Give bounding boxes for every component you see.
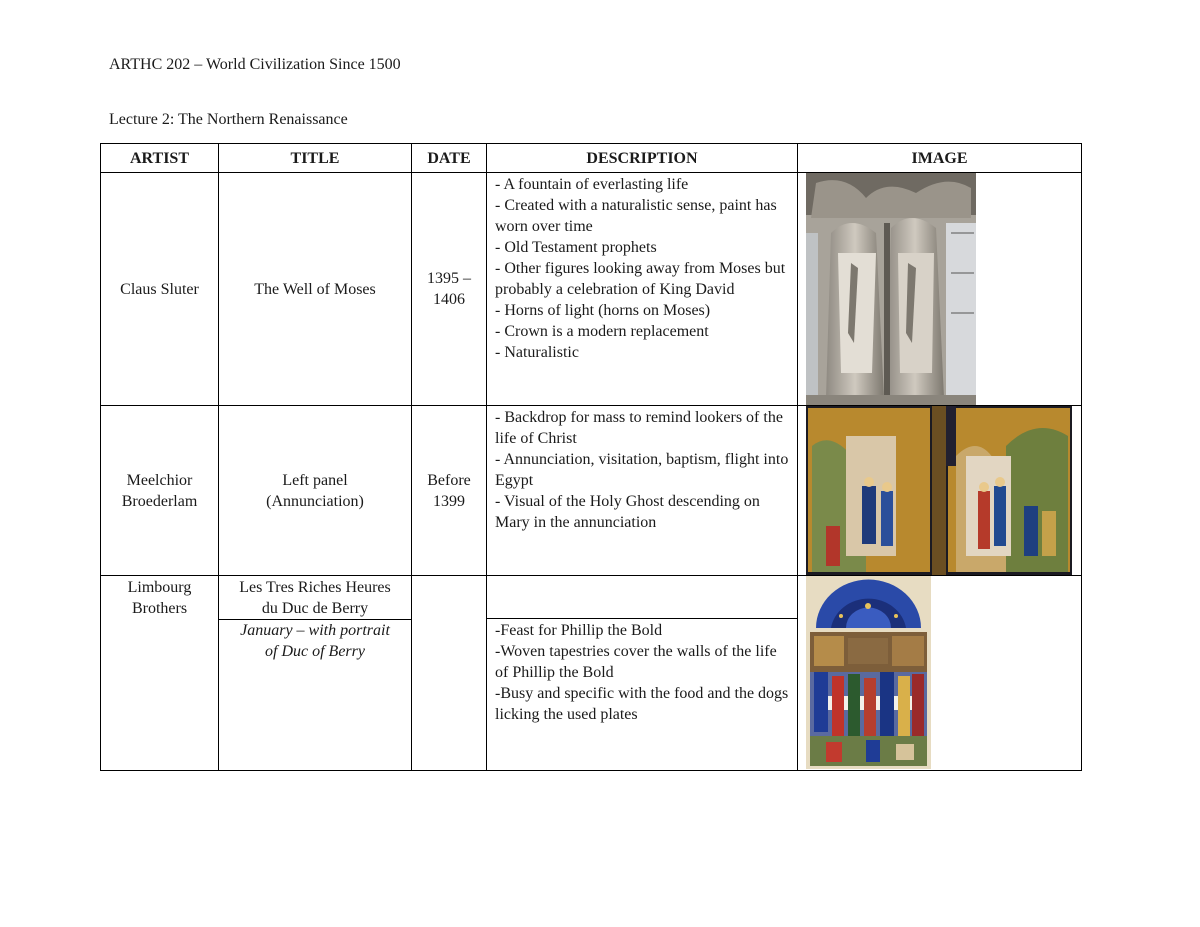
- table-row: [101, 406, 1082, 576]
- image-cell: [798, 576, 1082, 771]
- description-item: - Annunciation, visitation, baptism, flight into Egypt: [495, 451, 789, 489]
- description-item: - Horns of light (horns on Moses): [495, 302, 711, 319]
- column-header-date: DATE: [412, 144, 487, 173]
- description-item: - Created with a naturalistic sense, paint has worn over time: [495, 197, 777, 235]
- description-item: -Woven tapestries cover the walls of the life of Phillip the Bold: [495, 642, 777, 681]
- description-item: -Feast for Phillip the Bold: [495, 621, 663, 639]
- subtitle-cell: January – with portrait of Duc of Berry: [240, 622, 390, 660]
- column-header-description: DESCRIPTION: [487, 144, 798, 173]
- title-cell: The Well of Moses: [219, 173, 412, 406]
- description-item: - A fountain of everlasting life: [495, 176, 689, 193]
- title-cell: Les Tres Riches Heures du Duc de Berry January – with portrait of Duc of Berry: [219, 576, 412, 771]
- title-cell: Left panel (Annunciation): [219, 406, 412, 576]
- date-cell: Before 1399: [412, 406, 487, 576]
- description-item: -Busy and specific with the food and the dogs licking the used plates: [495, 684, 789, 723]
- artist-cell: Limbourg Brothers: [101, 576, 219, 771]
- artwork-table: [100, 143, 1082, 771]
- column-header-image: IMAGE: [798, 144, 1082, 173]
- lecture-title: Lecture 2: The Northern Renaissance: [109, 111, 348, 128]
- description-cell: [487, 576, 798, 771]
- column-header-title: TITLE: [219, 144, 412, 173]
- column-header-artist: ARTIST: [101, 144, 219, 173]
- table-header-row: [101, 144, 1082, 173]
- description-item: - Visual of the Holy Ghost descending on Mary in the annunciation: [495, 493, 760, 531]
- tres-riches-heures-image: [806, 576, 931, 769]
- broederlam-altarpiece-image: [806, 406, 1072, 575]
- course-title: ARTHC 202 – World Civilization Since 1500: [109, 56, 401, 73]
- image-cell: [798, 173, 1082, 406]
- table-row: [101, 173, 1082, 406]
- description-item: - Naturalistic: [495, 344, 579, 361]
- description-cell: [487, 173, 798, 406]
- description-item: - Backdrop for mass to remind lookers of the life of Christ: [495, 409, 783, 447]
- description-cell: [487, 406, 798, 576]
- artist-cell: Meelchior Broederlam: [101, 406, 219, 576]
- image-cell: [798, 406, 1082, 576]
- table-row: [101, 576, 1082, 771]
- well-of-moses-image: [806, 173, 976, 405]
- date-cell: [412, 576, 487, 771]
- description-item: - Old Testament prophets: [495, 239, 657, 256]
- artist-cell: Claus Sluter: [101, 173, 219, 406]
- description-item: - Other figures looking away from Moses but probably a celebration of King David: [495, 260, 786, 298]
- date-cell: 1395 – 1406: [412, 173, 487, 406]
- description-item: - Crown is a modern replacement: [495, 323, 709, 340]
